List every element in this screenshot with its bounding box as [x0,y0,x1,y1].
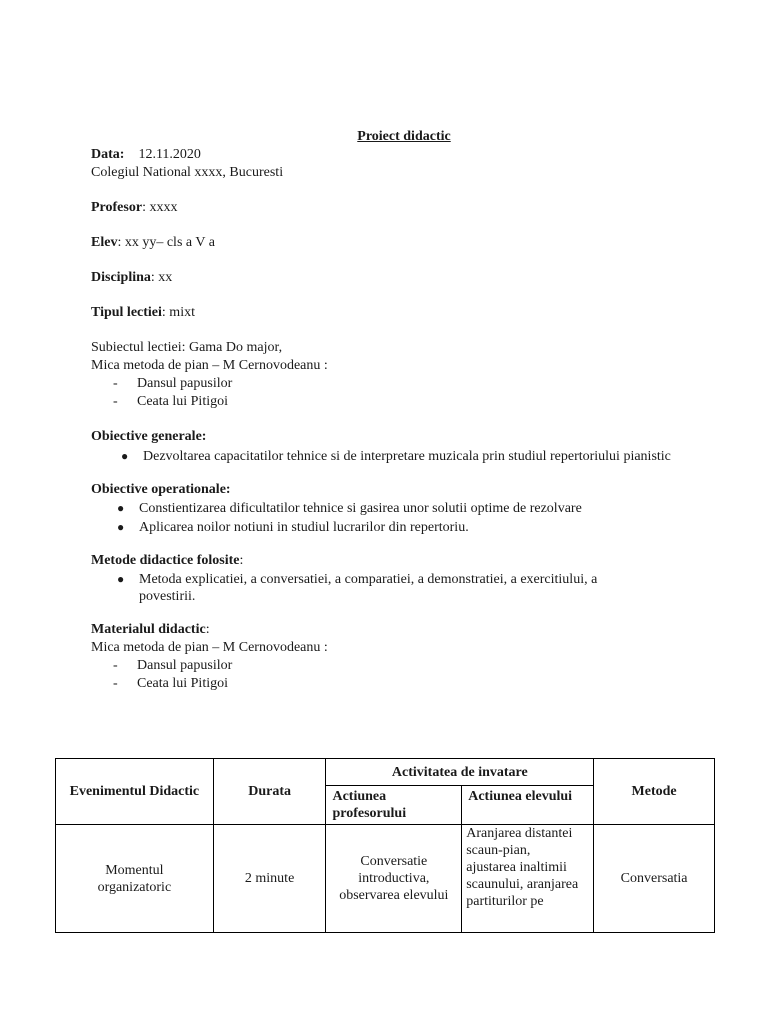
metode-list [91,571,721,605]
pieces-list [91,375,721,411]
lesson-table [55,758,715,933]
material-pieces-list [91,657,721,693]
cell-eveniment: Momentul organizatoric [56,825,214,933]
metoda-line: Mica metoda de pian – M Cernovodeanu : [91,358,328,373]
elev-value: : xx yy– cls a V a [117,235,215,250]
school-line: Colegiul National xxxx, Bucuresti [91,165,284,180]
header-metode: Metode [594,759,715,825]
table-row [56,825,715,933]
cell-metode: Conversatia [594,825,715,933]
list-item: - Dansul papusilor [113,658,233,673]
header-actiunea-profesorului: Actiunea profesorului [326,786,462,825]
disciplina-line [91,269,721,287]
disciplina-label: Disciplina [91,270,151,285]
lesson-table-wrapper [55,758,715,933]
date-label: Data: [91,147,125,162]
date-line [91,146,721,164]
list-item: - Ceata lui Pitigoi [113,676,228,691]
profesor-label: Profesor [91,200,143,215]
cell-durata: 2 minute [213,825,326,933]
tipul-value: : mixt [161,305,195,320]
material-line: Mica metoda de pian – M Cernovodeanu : [91,640,328,655]
profesor-line [91,199,721,217]
obiective-operationale-heading: Obiective operationale: [91,482,231,497]
header-activitatea: Activitatea de invatare [326,759,594,786]
metode-heading: Metode didactice folosite: [91,553,244,568]
material-heading: Materialul didactic: [91,622,210,637]
header-durata: Durata [213,759,326,825]
subiect-line: Subiectul lectiei: Gama Do major, [91,340,283,355]
list-item: ● Aplicarea noilor notiuni in studiul lucrarilor din repertoriu. [117,520,469,535]
list-item: - Ceata lui Pitigoi [113,394,228,409]
obiective-operationale-list [91,500,721,536]
date-value: 12.11.2020 [138,147,201,162]
cell-actiunea-profesorului: Conversatie introductiva, observarea elevului [326,825,462,933]
document-body [91,128,721,693]
obiective-generale-heading: Obiective generale: [91,429,207,444]
tipul-line [91,304,721,322]
cell-actiunea-elevului: Aranjarea distantei scaun-pian, ajustarea inaltimii scaunului, aranjarea partiturilor pe [462,825,594,933]
list-item: ● Dezvoltarea capacitatilor tehnice si de interpretare muzicala prin studiul repertoriului pianistic [121,449,671,464]
list-item: ● Constientizarea dificultatilor tehnice si gasirea unor solutii optime de rezolvare [117,501,582,516]
profesor-value: : xxxx [142,200,178,215]
document-title: Proiect didactic [357,129,451,144]
elev-label: Elev [91,235,118,250]
obiective-generale-list [91,448,721,465]
disciplina-value: : xx [150,270,173,285]
header-actiunea-elevului: Actiunea elevului [462,786,594,825]
list-item: ● Metoda explicatiei, a conversatiei, a comparatiei, a demonstratiei, a exercitiului, a povestirii. [117,572,598,604]
elev-line [91,234,721,252]
tipul-label: Tipul lectiei [91,305,162,320]
header-eveniment: Evenimentul Didactic [56,759,214,825]
list-item: - Dansul papusilor [113,376,233,391]
